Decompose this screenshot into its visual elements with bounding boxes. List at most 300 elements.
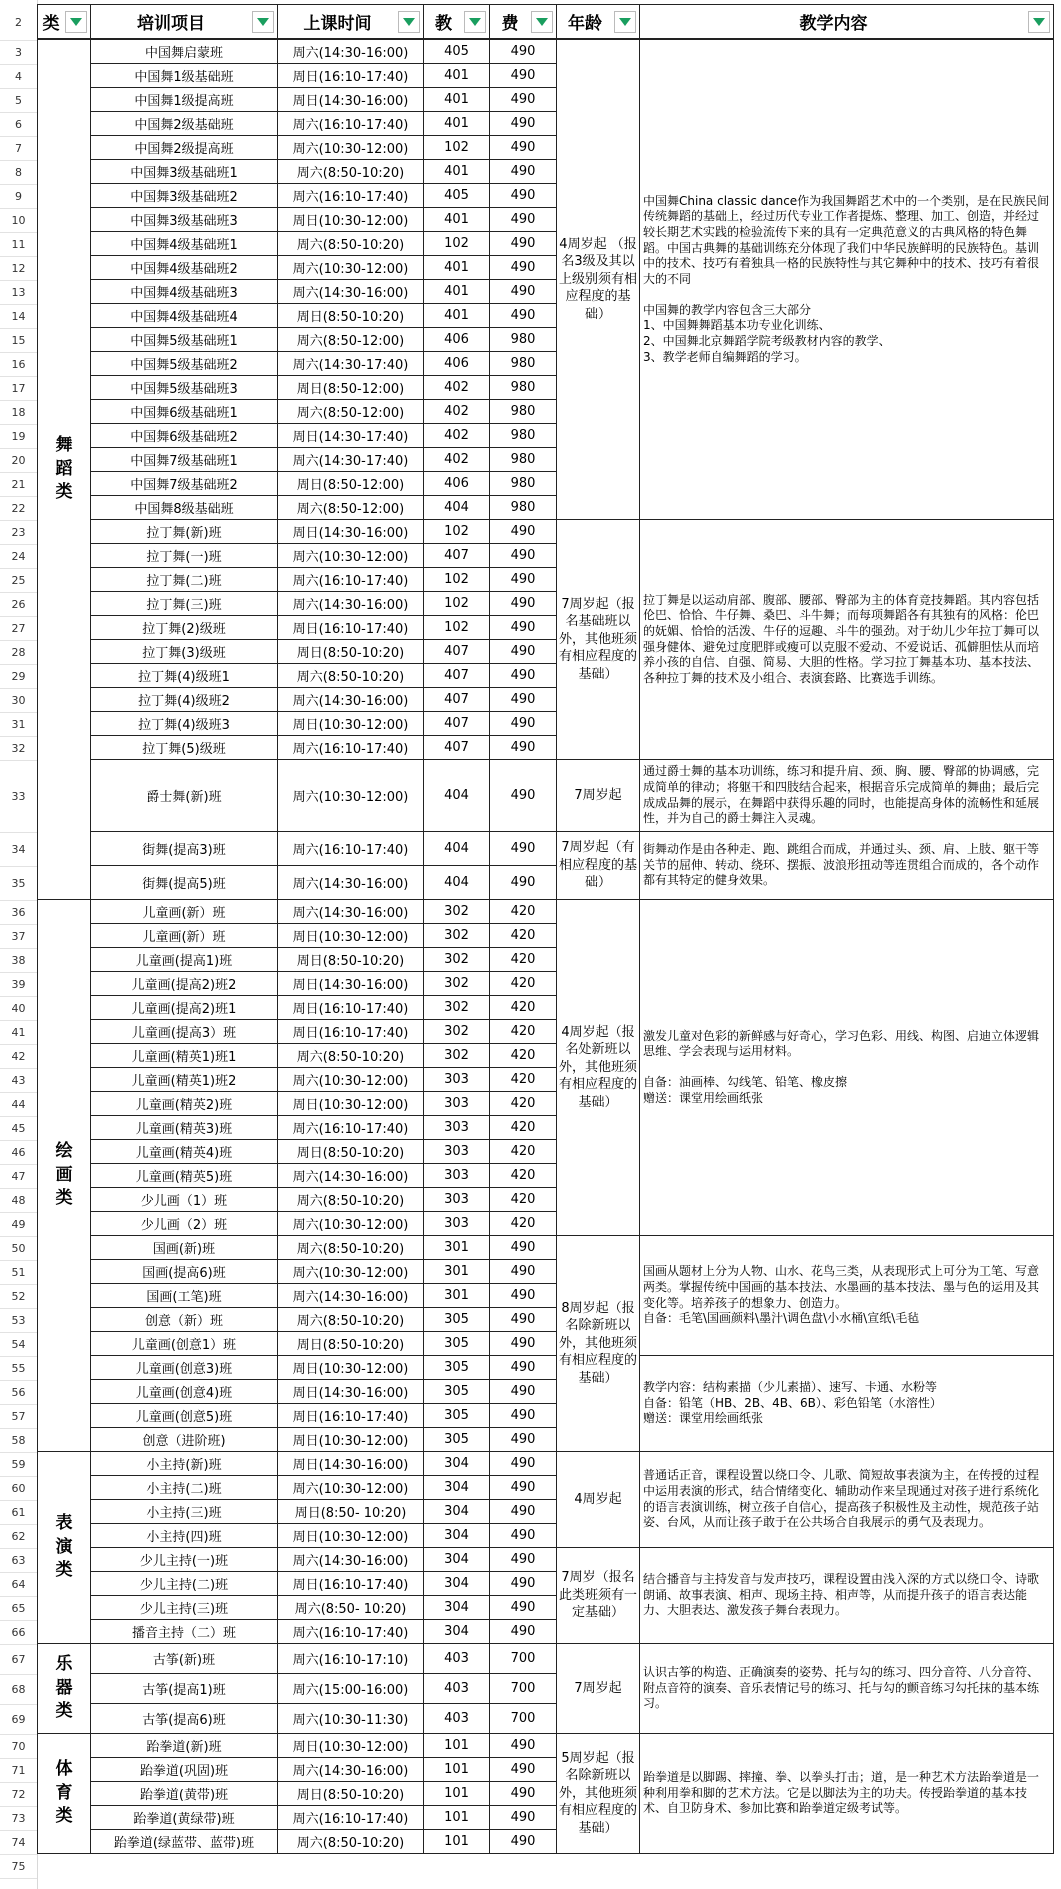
fee-cell[interactable]: 490 (490, 1308, 557, 1332)
class-time-cell[interactable]: 周日(8:50-10:20) (278, 1782, 424, 1806)
class-time-cell[interactable]: 周六(8:50-10:20) (278, 664, 424, 688)
fee-cell[interactable]: 700 (490, 1644, 557, 1674)
category-cell[interactable]: 体 育 类 (37, 1734, 91, 1854)
class-time-cell[interactable]: 周日(8:50-10:20) (278, 304, 424, 328)
fee-cell[interactable]: 490 (490, 760, 557, 832)
teaching-content-cell[interactable]: 街舞动作是由各种走、跑、跳组合而成，并通过头、颈、肩、上肢、躯干等关节的屈伸、转动、绕环、摆振、波浪形扭动等连贯组合而成的，各个动作都有其特定的健身效果。 (640, 832, 1054, 900)
teaching-content-cell[interactable]: 拉丁舞是以运动肩部、腹部、腰部、臀部为主的体育竞技舞蹈。其内容包括伦巴、恰恰、牛仔舞、桑巴、斗牛舞；而每项舞蹈各有其独有的风格：伦巴的妩媚、恰恰的活泼、牛仔的逗趣、斗牛的强劲。对于幼儿少年拉丁舞可以强身健体、避免过度肥胖或瘦可以克服不爱动、不爱说话、孤僻胆怯从而培养小孩的自信、自强、简易、大胆的性格。学习拉丁舞基本功、基本技法、各种拉丁舞的技术及小组合、表演套路、比赛选手训练。 (640, 520, 1054, 760)
course-name-cell[interactable]: 儿童画(提高1)班 (91, 948, 278, 972)
class-time-cell[interactable]: 周六(14:30-16:00) (278, 1164, 424, 1188)
fee-cell[interactable]: 980 (490, 496, 557, 520)
classroom-cell[interactable]: 304 (424, 1476, 490, 1500)
category-cell[interactable]: 表 演 类 (37, 1452, 91, 1644)
course-name-cell[interactable]: 拉丁舞(新)班 (91, 520, 278, 544)
fee-cell[interactable]: 490 (490, 1452, 557, 1476)
row-number[interactable]: 70 (0, 1734, 37, 1759)
fee-cell[interactable]: 420 (490, 1164, 557, 1188)
fee-cell[interactable]: 490 (490, 544, 557, 568)
classroom-cell[interactable]: 305 (424, 1380, 490, 1404)
row-number[interactable]: 20 (0, 448, 37, 473)
class-time-cell[interactable]: 周日(14:30-16:00) (278, 972, 424, 996)
fee-cell[interactable]: 420 (490, 996, 557, 1020)
row-number[interactable]: 8 (0, 160, 37, 185)
course-name-cell[interactable]: 儿童画(精英1)班1 (91, 1044, 278, 1068)
classroom-cell[interactable]: 402 (424, 376, 490, 400)
row-number[interactable]: 15 (0, 328, 37, 353)
course-name-cell[interactable]: 儿童画(精英4)班 (91, 1140, 278, 1164)
class-time-cell[interactable]: 周六(14:30-16:00) (278, 1758, 424, 1782)
course-name-cell[interactable]: 中国舞7级基础班2 (91, 472, 278, 496)
row-number[interactable]: 45 (0, 1116, 37, 1141)
classroom-cell[interactable]: 402 (424, 400, 490, 424)
course-name-cell[interactable]: 拉丁舞(一)班 (91, 544, 278, 568)
class-time-cell[interactable]: 周六(15:00-16:00) (278, 1674, 424, 1704)
class-time-cell[interactable]: 周日(8:50-12:00) (278, 376, 424, 400)
fee-cell[interactable]: 420 (490, 1188, 557, 1212)
class-time-cell[interactable]: 周日(14:30-16:00) (278, 520, 424, 544)
row-number[interactable]: 51 (0, 1260, 37, 1285)
classroom-cell[interactable]: 404 (424, 496, 490, 520)
fee-cell[interactable]: 980 (490, 472, 557, 496)
classroom-cell[interactable]: 303 (424, 1068, 490, 1092)
row-number[interactable]: 17 (0, 376, 37, 401)
row-number[interactable]: 66 (0, 1620, 37, 1645)
age-requirement-cell[interactable]: 7周岁起（有相应程度的基础） (557, 832, 640, 900)
class-time-cell[interactable]: 周日(14:30-17:40) (278, 424, 424, 448)
fee-cell[interactable]: 490 (490, 1596, 557, 1620)
class-time-cell[interactable]: 周六(14:30-16:00) (278, 866, 424, 900)
fee-cell[interactable]: 490 (490, 1284, 557, 1308)
fee-cell[interactable]: 490 (490, 136, 557, 160)
row-number[interactable]: 39 (0, 972, 37, 997)
row-number[interactable]: 22 (0, 496, 37, 521)
course-name-cell[interactable]: 中国舞5级基础班3 (91, 376, 278, 400)
row-number[interactable]: 29 (0, 664, 37, 689)
course-name-cell[interactable]: 国画(工笔)班 (91, 1284, 278, 1308)
row-number[interactable]: 32 (0, 736, 37, 761)
row-number[interactable]: 28 (0, 640, 37, 665)
classroom-cell[interactable]: 101 (424, 1734, 490, 1758)
fee-cell[interactable]: 420 (490, 924, 557, 948)
filter-dropdown-icon[interactable] (252, 11, 274, 33)
age-requirement-cell[interactable]: 7周岁起 (557, 1644, 640, 1734)
class-time-cell[interactable]: 周六(14:30-16:00) (278, 1548, 424, 1572)
class-time-cell[interactable]: 周日(8:50- 10:20) (278, 1500, 424, 1524)
fee-cell[interactable]: 420 (490, 1140, 557, 1164)
age-requirement-cell[interactable]: 7周岁（报名此类班须有一定基础） (557, 1548, 640, 1644)
class-time-cell[interactable]: 周六(8:50-10:20) (278, 1188, 424, 1212)
fee-cell[interactable]: 420 (490, 1044, 557, 1068)
category-cell[interactable]: 舞 蹈 类 (37, 40, 91, 900)
fee-cell[interactable]: 980 (490, 352, 557, 376)
classroom-cell[interactable]: 303 (424, 1116, 490, 1140)
class-time-cell[interactable]: 周日(8:50-10:20) (278, 948, 424, 972)
classroom-cell[interactable]: 304 (424, 1572, 490, 1596)
class-time-cell[interactable]: 周六(14:30-17:40) (278, 352, 424, 376)
row-number[interactable]: 24 (0, 544, 37, 569)
classroom-cell[interactable]: 405 (424, 40, 490, 64)
classroom-cell[interactable]: 301 (424, 1284, 490, 1308)
row-number[interactable]: 35 (0, 866, 37, 901)
class-time-cell[interactable]: 周六(8:50-10:20) (278, 1236, 424, 1260)
classroom-cell[interactable]: 404 (424, 760, 490, 832)
course-name-cell[interactable]: 跆拳道(黄绿带)班 (91, 1806, 278, 1830)
class-time-cell[interactable]: 周六(14:30-16:00) (278, 1284, 424, 1308)
course-name-cell[interactable]: 跆拳道(巩固)班 (91, 1758, 278, 1782)
class-time-cell[interactable]: 周六(8:50-10:20) (278, 1830, 424, 1854)
classroom-cell[interactable]: 302 (424, 972, 490, 996)
row-number[interactable]: 67 (0, 1644, 37, 1675)
teaching-content-cell[interactable]: 普通话正音，课程设置以绕口令、儿歌、简短故事表演为主，在传授的过程中运用表演的形式，结合情绪变化、辅助动作来呈现通过对孩子进行系统化的语言表演训练，树立孩子自信心，提高孩子积极性及主动性，规范孩子站姿、台风，从而让孩子敢于在公共场合自我展示的勇气及表现力。 (640, 1452, 1054, 1548)
fee-cell[interactable]: 490 (490, 568, 557, 592)
classroom-cell[interactable]: 401 (424, 256, 490, 280)
row-number[interactable]: 72 (0, 1782, 37, 1807)
class-time-cell[interactable]: 周日(16:10-17:40) (278, 1572, 424, 1596)
class-time-cell[interactable]: 周日(10:30-12:00) (278, 1734, 424, 1758)
row-number[interactable]: 43 (0, 1068, 37, 1093)
course-name-cell[interactable]: 中国舞4级基础班3 (91, 280, 278, 304)
course-name-cell[interactable]: 儿童画(精英3)班 (91, 1116, 278, 1140)
classroom-cell[interactable]: 305 (424, 1308, 490, 1332)
course-name-cell[interactable]: 拉丁舞(二)班 (91, 568, 278, 592)
classroom-cell[interactable]: 403 (424, 1674, 490, 1704)
classroom-cell[interactable]: 304 (424, 1620, 490, 1644)
course-name-cell[interactable]: 中国舞7级基础班1 (91, 448, 278, 472)
course-name-cell[interactable]: 少儿主持(一)班 (91, 1548, 278, 1572)
row-number[interactable]: 9 (0, 184, 37, 209)
class-time-cell[interactable]: 周日(10:30-12:00) (278, 1092, 424, 1116)
course-name-cell[interactable]: 儿童画(创意3)班 (91, 1356, 278, 1380)
course-name-cell[interactable]: 中国舞6级基础班1 (91, 400, 278, 424)
fee-cell[interactable]: 490 (490, 736, 557, 760)
class-time-cell[interactable]: 周六(16:10-17:40) (278, 568, 424, 592)
row-number[interactable]: 53 (0, 1308, 37, 1333)
fee-cell[interactable]: 490 (490, 64, 557, 88)
course-name-cell[interactable]: 中国舞3级基础班3 (91, 208, 278, 232)
course-name-cell[interactable]: 小主持(二)班 (91, 1476, 278, 1500)
classroom-cell[interactable]: 101 (424, 1782, 490, 1806)
classroom-cell[interactable]: 301 (424, 1236, 490, 1260)
row-number[interactable]: 6 (0, 112, 37, 137)
class-time-cell[interactable]: 周六(10:30-12:00) (278, 1260, 424, 1284)
course-name-cell[interactable]: 中国舞4级基础班4 (91, 304, 278, 328)
class-time-cell[interactable]: 周六(8:50-12:00) (278, 496, 424, 520)
classroom-cell[interactable]: 407 (424, 712, 490, 736)
row-number[interactable]: 11 (0, 232, 37, 257)
course-name-cell[interactable]: 国画(提高6)班 (91, 1260, 278, 1284)
row-number[interactable]: 4 (0, 64, 37, 89)
class-time-cell[interactable]: 周日(16:10-17:40) (278, 996, 424, 1020)
row-number[interactable]: 68 (0, 1674, 37, 1705)
classroom-cell[interactable]: 102 (424, 136, 490, 160)
course-name-cell[interactable]: 街舞(提高3)班 (91, 832, 278, 866)
row-number[interactable]: 26 (0, 592, 37, 617)
fee-cell[interactable]: 420 (490, 1212, 557, 1236)
age-requirement-cell[interactable]: 4周岁起 (557, 1452, 640, 1548)
class-time-cell[interactable]: 周六(8:50-12:00) (278, 400, 424, 424)
fee-cell[interactable]: 490 (490, 304, 557, 328)
course-name-cell[interactable]: 拉丁舞(4)级班2 (91, 688, 278, 712)
fee-cell[interactable]: 490 (490, 664, 557, 688)
row-number[interactable]: 10 (0, 208, 37, 233)
class-time-cell[interactable]: 周日(14:30-16:00) (278, 1380, 424, 1404)
classroom-cell[interactable]: 405 (424, 184, 490, 208)
class-time-cell[interactable]: 周日(16:10-17:40) (278, 64, 424, 88)
classroom-cell[interactable]: 401 (424, 304, 490, 328)
class-time-cell[interactable]: 周六(16:10-17:40) (278, 1116, 424, 1140)
class-time-cell[interactable]: 周六(10:30-12:00) (278, 1068, 424, 1092)
row-number[interactable]: 65 (0, 1596, 37, 1621)
fee-cell[interactable]: 490 (490, 640, 557, 664)
classroom-cell[interactable]: 406 (424, 472, 490, 496)
row-number[interactable]: 40 (0, 996, 37, 1021)
fee-cell[interactable]: 490 (490, 832, 557, 866)
fee-cell[interactable]: 490 (490, 592, 557, 616)
row-number[interactable]: 21 (0, 472, 37, 497)
class-time-cell[interactable]: 周六(14:30-16:00) (278, 900, 424, 924)
fee-cell[interactable]: 490 (490, 112, 557, 136)
fee-cell[interactable]: 700 (490, 1674, 557, 1704)
row-number[interactable]: 71 (0, 1758, 37, 1783)
classroom-cell[interactable]: 302 (424, 996, 490, 1020)
course-name-cell[interactable]: 创意（新）班 (91, 1308, 278, 1332)
classroom-cell[interactable]: 304 (424, 1500, 490, 1524)
class-time-cell[interactable]: 周六(16:10-17:40) (278, 1806, 424, 1830)
row-number[interactable]: 5 (0, 88, 37, 113)
row-number[interactable]: 19 (0, 424, 37, 449)
course-name-cell[interactable]: 中国舞1级提高班 (91, 88, 278, 112)
class-time-cell[interactable]: 周日(8:50-12:00) (278, 472, 424, 496)
fee-cell[interactable]: 420 (490, 1092, 557, 1116)
classroom-cell[interactable]: 401 (424, 112, 490, 136)
fee-cell[interactable]: 420 (490, 1116, 557, 1140)
classroom-cell[interactable]: 302 (424, 948, 490, 972)
class-time-cell[interactable]: 周日(10:30-12:00) (278, 208, 424, 232)
row-number[interactable]: 64 (0, 1572, 37, 1597)
classroom-cell[interactable]: 101 (424, 1806, 490, 1830)
class-time-cell[interactable]: 周六(16:10-17:40) (278, 736, 424, 760)
classroom-cell[interactable]: 305 (424, 1356, 490, 1380)
row-number[interactable]: 56 (0, 1380, 37, 1405)
classroom-cell[interactable]: 401 (424, 280, 490, 304)
row-number[interactable]: 61 (0, 1500, 37, 1525)
course-name-cell[interactable]: 中国舞3级基础班2 (91, 184, 278, 208)
course-name-cell[interactable]: 中国舞2级提高班 (91, 136, 278, 160)
teaching-content-cell[interactable]: 认识古筝的构造、正确演奏的姿势、托与勾的练习、四分音符、八分音符、附点音符的演奏、音乐表情记号的练习、托与勾的颤音练习勾托抹的基本练习。 (640, 1644, 1054, 1734)
fee-cell[interactable]: 490 (490, 232, 557, 256)
fee-cell[interactable]: 490 (490, 1758, 557, 1782)
course-name-cell[interactable]: 拉丁舞(4)级班1 (91, 664, 278, 688)
row-number[interactable]: 57 (0, 1404, 37, 1429)
fee-cell[interactable]: 490 (490, 1500, 557, 1524)
classroom-cell[interactable]: 305 (424, 1404, 490, 1428)
class-time-cell[interactable]: 周六(14:30-16:00) (278, 592, 424, 616)
classroom-cell[interactable]: 407 (424, 736, 490, 760)
fee-cell[interactable]: 490 (490, 208, 557, 232)
teaching-content-cell[interactable]: 激发儿童对色彩的新鲜感与好奇心，学习色彩、用线、构图、启迪立体逻辑思维、学会表现与运用材料。 自备：油画棒、勾线笔、铅笔、橡皮擦 赠送：课堂用绘画纸张 (640, 900, 1054, 1236)
fee-cell[interactable]: 490 (490, 1380, 557, 1404)
class-time-cell[interactable]: 周日(16:10-17:40) (278, 1020, 424, 1044)
row-number[interactable]: 69 (0, 1704, 37, 1735)
course-name-cell[interactable]: 拉丁舞(三)班 (91, 592, 278, 616)
classroom-cell[interactable]: 406 (424, 352, 490, 376)
course-name-cell[interactable]: 中国舞启蒙班 (91, 40, 278, 64)
fee-cell[interactable]: 490 (490, 1236, 557, 1260)
course-name-cell[interactable]: 儿童画(提高3）班 (91, 1020, 278, 1044)
fee-cell[interactable]: 490 (490, 1620, 557, 1644)
course-name-cell[interactable]: 播音主持（二）班 (91, 1620, 278, 1644)
row-number[interactable]: 16 (0, 352, 37, 377)
classroom-cell[interactable]: 303 (424, 1212, 490, 1236)
classroom-cell[interactable]: 302 (424, 900, 490, 924)
class-time-cell[interactable]: 周六(8:50-10:20) (278, 232, 424, 256)
class-time-cell[interactable]: 周日(10:30-12:00) (278, 924, 424, 948)
fee-cell[interactable]: 700 (490, 1704, 557, 1734)
row-number[interactable]: 58 (0, 1428, 37, 1453)
classroom-cell[interactable]: 401 (424, 208, 490, 232)
row-number[interactable]: 37 (0, 924, 37, 949)
teaching-content-cell[interactable]: 国画从题材上分为人物、山水、花鸟三类，从表现形式上可分为工笔、写意两类。掌握传统中国画的基本技法、水墨画的基本技法、墨与色的运用及其变化等。培养孩子的想象力、创造力。 自备：毛笔\国画颜料\墨汁\调色盘\小水桶\宣纸\毛毡 (640, 1236, 1054, 1356)
class-time-cell[interactable]: 周六(8:50-10:20) (278, 1044, 424, 1068)
fee-cell[interactable]: 980 (490, 400, 557, 424)
row-number-header[interactable]: 2 (0, 4, 37, 41)
class-time-cell[interactable]: 周六(16:10-17:40) (278, 832, 424, 866)
row-number[interactable]: 62 (0, 1524, 37, 1549)
class-time-cell[interactable]: 周六(16:10-17:10) (278, 1644, 424, 1674)
fee-cell[interactable]: 490 (490, 520, 557, 544)
classroom-cell[interactable]: 402 (424, 424, 490, 448)
fee-cell[interactable]: 490 (490, 1548, 557, 1572)
row-number[interactable]: 3 (0, 40, 37, 65)
filter-dropdown-icon[interactable] (1028, 11, 1050, 33)
row-number[interactable]: 49 (0, 1212, 37, 1237)
class-time-cell[interactable]: 周六(10:30-12:00) (278, 544, 424, 568)
fee-cell[interactable]: 490 (490, 1524, 557, 1548)
class-time-cell[interactable]: 周日(8:50-10:20) (278, 640, 424, 664)
fee-cell[interactable]: 490 (490, 1572, 557, 1596)
classroom-cell[interactable]: 304 (424, 1524, 490, 1548)
row-number[interactable]: 52 (0, 1284, 37, 1309)
course-name-cell[interactable]: 儿童画(精英5)班 (91, 1164, 278, 1188)
row-number[interactable]: 75 (0, 1854, 37, 1879)
fee-cell[interactable]: 490 (490, 1806, 557, 1830)
row-number[interactable]: 7 (0, 136, 37, 161)
class-time-cell[interactable]: 周日(8:50-10:20) (278, 1140, 424, 1164)
fee-cell[interactable]: 490 (490, 88, 557, 112)
course-name-cell[interactable]: 街舞(提高5)班 (91, 866, 278, 900)
fee-cell[interactable]: 490 (490, 1428, 557, 1452)
fee-cell[interactable]: 490 (490, 688, 557, 712)
row-number[interactable]: 13 (0, 280, 37, 305)
row-number[interactable]: 41 (0, 1020, 37, 1045)
category-cell[interactable]: 绘 画 类 (37, 900, 91, 1452)
classroom-cell[interactable]: 102 (424, 520, 490, 544)
course-name-cell[interactable]: 儿童画(提高2)班1 (91, 996, 278, 1020)
fee-cell[interactable]: 490 (490, 40, 557, 64)
classroom-cell[interactable]: 407 (424, 544, 490, 568)
class-time-cell[interactable]: 周六(16:10-17:40) (278, 1620, 424, 1644)
class-time-cell[interactable]: 周日(10:30-12:00) (278, 1356, 424, 1380)
classroom-cell[interactable]: 304 (424, 1548, 490, 1572)
class-time-cell[interactable]: 周六(10:30-12:00) (278, 760, 424, 832)
class-time-cell[interactable]: 周六(14:30-16:00) (278, 40, 424, 64)
row-number[interactable]: 59 (0, 1452, 37, 1477)
course-name-cell[interactable]: 小主持(新)班 (91, 1452, 278, 1476)
course-name-cell[interactable]: 少儿画（2）班 (91, 1212, 278, 1236)
teaching-content-cell[interactable]: 中国舞China classic dance作为我国舞蹈艺术中的一个类别，是在民族民间传统舞蹈的基础上，经过历代专业工作者提炼、整理、加工、创造，并经过较长期艺术实践的检验流传下来的具有一定典范意义的古典风格的特色舞蹈。中国古典舞的基础训练充分体现了我们中华民族鲜明的民族特色。基训中的技术、技巧有着独具一格的民族特性与其它舞种中的技术、技巧有着很大的不同 中国舞的教学内容包含三大部分 1、中国舞舞蹈基本功专业化训练、 2、中国舞北京舞蹈学院考级教材内容的教学、 3、教学老师自编舞蹈的学习。 (640, 40, 1054, 520)
class-time-cell[interactable]: 周日(10:30-12:00) (278, 1524, 424, 1548)
row-number[interactable]: 55 (0, 1356, 37, 1381)
row-number[interactable]: 74 (0, 1830, 37, 1855)
class-time-cell[interactable]: 周六(10:30-12:00) (278, 1476, 424, 1500)
teaching-content-cell[interactable]: 教学内容：结构素描（少儿素描）、速写、卡通、水粉等 自备：铅笔（HB、2B、4B、6B）、彩色铅笔（水溶性） 赠送：课堂用绘画纸张 (640, 1356, 1054, 1452)
row-number[interactable]: 34 (0, 832, 37, 867)
classroom-cell[interactable]: 402 (424, 448, 490, 472)
classroom-cell[interactable]: 303 (424, 1164, 490, 1188)
row-number[interactable]: 23 (0, 520, 37, 545)
course-name-cell[interactable]: 拉丁舞(3)级班 (91, 640, 278, 664)
course-name-cell[interactable]: 少儿画（1）班 (91, 1188, 278, 1212)
course-name-cell[interactable]: 中国舞1级基础班 (91, 64, 278, 88)
course-name-cell[interactable]: 儿童画(创意1）班 (91, 1332, 278, 1356)
classroom-cell[interactable]: 305 (424, 1332, 490, 1356)
classroom-cell[interactable]: 301 (424, 1260, 490, 1284)
course-name-cell[interactable]: 中国舞6级基础班2 (91, 424, 278, 448)
fee-cell[interactable]: 420 (490, 1020, 557, 1044)
fee-cell[interactable]: 490 (490, 1476, 557, 1500)
course-name-cell[interactable]: 跆拳道(黄带)班 (91, 1782, 278, 1806)
classroom-cell[interactable]: 407 (424, 688, 490, 712)
fee-cell[interactable]: 490 (490, 1332, 557, 1356)
fee-cell[interactable]: 490 (490, 616, 557, 640)
classroom-cell[interactable]: 102 (424, 616, 490, 640)
fee-cell[interactable]: 490 (490, 280, 557, 304)
classroom-cell[interactable]: 101 (424, 1830, 490, 1854)
classroom-cell[interactable]: 401 (424, 64, 490, 88)
row-number[interactable]: 60 (0, 1476, 37, 1501)
class-time-cell[interactable]: 周日(14:30-16:00) (278, 1452, 424, 1476)
class-time-cell[interactable]: 周日(14:30-16:00) (278, 88, 424, 112)
classroom-cell[interactable]: 401 (424, 160, 490, 184)
row-number[interactable]: 36 (0, 900, 37, 925)
class-time-cell[interactable]: 周六(10:30-12:00) (278, 1212, 424, 1236)
row-number[interactable]: 25 (0, 568, 37, 593)
age-requirement-cell[interactable]: 8周岁起（报名除新班以外，其他班须有相应程度的基础） (557, 1236, 640, 1452)
age-requirement-cell[interactable]: 4周岁起 （报名3级及其以上级别须有相应程度的基础） (557, 40, 640, 520)
fee-cell[interactable]: 490 (490, 1830, 557, 1854)
fee-cell[interactable]: 980 (490, 424, 557, 448)
fee-cell[interactable]: 490 (490, 256, 557, 280)
course-name-cell[interactable]: 中国舞4级基础班1 (91, 232, 278, 256)
classroom-cell[interactable]: 403 (424, 1704, 490, 1734)
course-name-cell[interactable]: 爵士舞(新)班 (91, 760, 278, 832)
row-number[interactable]: 46 (0, 1140, 37, 1165)
fee-cell[interactable]: 490 (490, 866, 557, 900)
course-name-cell[interactable]: 中国舞3级基础班1 (91, 160, 278, 184)
filter-dropdown-icon[interactable] (614, 11, 636, 33)
course-name-cell[interactable]: 儿童画(精英2)班 (91, 1092, 278, 1116)
course-name-cell[interactable]: 儿童画(新）班 (91, 900, 278, 924)
age-requirement-cell[interactable]: 5周岁起（报名除新班以外，其他班须有相应程度的基础） (557, 1734, 640, 1854)
row-number[interactable]: 63 (0, 1548, 37, 1573)
class-time-cell[interactable]: 周六(10:30-12:00) (278, 136, 424, 160)
fee-cell[interactable]: 490 (490, 1404, 557, 1428)
fee-cell[interactable]: 420 (490, 1068, 557, 1092)
class-time-cell[interactable]: 周六(8:50-10:20) (278, 160, 424, 184)
course-name-cell[interactable]: 儿童画(提高2)班2 (91, 972, 278, 996)
row-number[interactable]: 50 (0, 1236, 37, 1261)
course-name-cell[interactable]: 古筝(新)班 (91, 1644, 278, 1674)
